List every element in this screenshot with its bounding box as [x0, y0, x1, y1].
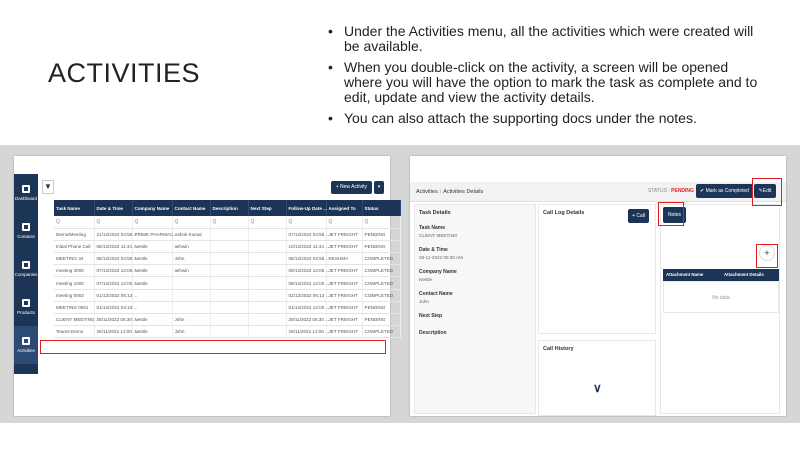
sidebar-item-label: Contacts [17, 234, 35, 239]
table-cell: 01/12/2022 05:13 ... [94, 289, 132, 301]
table-cell: John [172, 314, 210, 326]
table-cell: PENDING [362, 228, 400, 240]
table-cell: John [172, 253, 210, 265]
column-header[interactable]: Follow-Up Date ... [286, 200, 326, 216]
slide-title: ACTIVITIES [48, 58, 201, 88]
table-row[interactable] [54, 314, 400, 326]
field-next-step [415, 309, 535, 326]
table-cell: MEETING 0001 [54, 301, 94, 313]
table-cell [172, 277, 210, 289]
field-task-name [415, 221, 535, 243]
field-date-time [415, 243, 535, 265]
field-value [415, 338, 535, 343]
sidebar-item-activities[interactable] [14, 326, 38, 364]
table-cell: 08/12/2022 03:55 ... [286, 253, 326, 265]
table-cell: John [172, 326, 210, 338]
table-row[interactable] [54, 265, 400, 277]
table-cell [248, 253, 286, 265]
column-header[interactable]: Next Step [248, 200, 286, 216]
selected-row-highlight [40, 340, 386, 354]
table-cell [132, 301, 172, 313]
table-cell: Initial Phone Call [54, 240, 94, 252]
call-history-panel [538, 340, 656, 416]
activity-details-screenshot [410, 156, 786, 416]
table-cell: PRIME PHARMAC... [132, 228, 172, 240]
sidebar-item-label: Companies [14, 272, 38, 277]
table-cell [210, 301, 248, 313]
table-cell: Nestle [132, 277, 172, 289]
breadcrumb-activities-link[interactable]: Activities [416, 189, 438, 195]
field-value: John [419, 299, 429, 304]
table-cell [172, 301, 210, 313]
add-attachment-button[interactable]: + [759, 245, 775, 261]
column-filter-input[interactable]: Q [132, 216, 172, 228]
table-cell: 02/12/2022 06:13 ... [286, 289, 326, 301]
sidebar-item-companies[interactable] [14, 250, 38, 288]
table-cell: 07/12/2022 12:05 ... [94, 265, 132, 277]
check-circle-icon: ✔ [700, 188, 706, 194]
bullet-item: • When you double-click on the activity, a screen will be opened where you will have the option to mark the task as complete and to edit, update and view the activity details. [328, 60, 768, 105]
table-row[interactable] [54, 289, 400, 301]
notes-button-highlight [658, 202, 684, 226]
dashboard-icon [22, 185, 30, 193]
table-row[interactable] [54, 301, 400, 313]
table-cell: 07/12/2022 04:55 ... [286, 228, 326, 240]
table-cell [132, 289, 172, 301]
field-company-name [415, 265, 535, 287]
column-header[interactable]: Assigned To [326, 200, 362, 216]
table-cell [210, 277, 248, 289]
chevron-down-icon[interactable]: ∨ [593, 381, 602, 395]
status-display [648, 188, 694, 194]
field-contact-name [415, 287, 535, 309]
sidebar-item-label: Products [17, 310, 35, 315]
table-cell [248, 277, 286, 289]
table-cell: ashwin [172, 265, 210, 277]
table-row[interactable] [54, 277, 400, 289]
table-cell: meeting 3000 [54, 265, 94, 277]
table-cell: Teams-Demo [54, 326, 94, 338]
field-value: 28-11-2022 05:30 AM [419, 255, 463, 260]
table-cell: 01/12/2022 12:00 ... [286, 301, 326, 313]
call-log-title: Call Log Details [543, 210, 585, 216]
table-cell: JET FREIGHT [326, 228, 362, 240]
table-cell: COMPLETED [362, 253, 400, 265]
breadcrumb-current: Activities Details [443, 189, 484, 195]
table-cell: CLIENT MEETING [54, 314, 94, 326]
table-cell: Nestle [132, 253, 172, 265]
call-log-panel [538, 204, 656, 334]
table-cell: RESHMA [326, 253, 362, 265]
table-cell: JET FREIGHT [326, 265, 362, 277]
table-cell: Ashok Kumar [172, 228, 210, 240]
table-cell: PENDING [362, 240, 400, 252]
table-cell: PENDING [362, 314, 400, 326]
table-cell: 09/12/2022 12:05 ... [286, 265, 326, 277]
notes-tab-button[interactable]: Notes [663, 207, 686, 223]
column-header[interactable]: Description [210, 200, 248, 216]
edit-label: Edit [762, 188, 772, 194]
bullet-list [328, 24, 768, 132]
table-cell: COMPLETED [362, 277, 400, 289]
filter-icon[interactable]: ▼ [42, 180, 54, 194]
mark-as-completed-button[interactable] [696, 184, 753, 198]
add-attachment-highlight [756, 244, 778, 268]
task-details-title: Task Details [419, 210, 451, 216]
table-cell: PENDING [362, 301, 400, 313]
field-label: Contact Name [419, 291, 453, 297]
field-label: Date & Time [419, 247, 448, 253]
table-cell: 07/12/2022 12:00 ... [94, 277, 132, 289]
task-details-panel [414, 204, 536, 414]
breadcrumb [416, 189, 483, 195]
field-label: Task Name [419, 225, 446, 231]
table-cell [248, 265, 286, 277]
table-cell: ashwin [172, 240, 210, 252]
table-cell: Nestle [132, 240, 172, 252]
mark-as-completed-label: Mark as Completed [705, 188, 749, 194]
table-cell: 01/12/2022 04:10 ... [94, 301, 132, 313]
table-cell: Nestle [132, 265, 172, 277]
table-cell: JET FREIGHT [326, 289, 362, 301]
table-cell: 08/12/2022 11:44 ... [94, 240, 132, 252]
column-filter-input[interactable]: Q [248, 216, 286, 228]
new-activity-button[interactable]: + New Activity [331, 181, 372, 194]
table-cell: JET FREIGHT [326, 240, 362, 252]
table-cell: meeting 1000 [54, 277, 94, 289]
table-row[interactable] [54, 240, 400, 252]
table-cell: meeting 0002 [54, 289, 94, 301]
field-value: Nestle [419, 277, 433, 282]
field-label: Next Step [419, 313, 443, 319]
table-cell: 10/12/2022 11:44 ... [286, 240, 326, 252]
table-row[interactable] [54, 326, 400, 338]
table-cell: 08/12/2022 04:55 ... [94, 253, 132, 265]
notes-panel [660, 204, 780, 414]
new-activity-dropdown-button[interactable]: ▾ [374, 181, 384, 194]
table-cell [210, 289, 248, 301]
table-cell: COMPLETED [362, 289, 400, 301]
sidebar-item-dashboard[interactable] [14, 174, 38, 212]
attachment-table-header [663, 269, 779, 281]
table-cell: JET FREIGHT [326, 314, 362, 326]
table-row[interactable] [54, 228, 400, 240]
table-cell [248, 228, 286, 240]
contacts-icon [22, 223, 30, 231]
column-header[interactable]: Company Name [132, 200, 172, 216]
table-cell [248, 289, 286, 301]
details-header [410, 182, 786, 202]
column-header[interactable]: Date & Time [94, 200, 132, 216]
status-badge: PENDING [671, 188, 694, 194]
table-cell: COMPLETED [362, 265, 400, 277]
column-header[interactable]: Status [362, 200, 400, 216]
sidebar-item-products[interactable] [14, 288, 38, 326]
add-call-button[interactable]: + Call [628, 209, 649, 223]
edit-icon: ✎ [758, 188, 763, 194]
table-cell: 28/11/2022 05:30 ... [94, 314, 132, 326]
table-row[interactable] [54, 253, 400, 265]
table-cell [210, 314, 248, 326]
table-cell: Nestle [132, 314, 172, 326]
table-cell: JET FREIGHT [326, 326, 362, 338]
call-history-title: Call History [543, 346, 574, 352]
column-filter-input[interactable]: Q [286, 216, 326, 228]
table-cell: Nestle [132, 326, 172, 338]
table-cell [248, 301, 286, 313]
status-label: STATUS : [648, 188, 670, 194]
activities-list-screenshot [14, 156, 394, 416]
table-cell [210, 228, 248, 240]
field-label: Description [419, 330, 447, 336]
table-cell [172, 289, 210, 301]
column-header[interactable]: Attachment Name [666, 272, 704, 277]
field-value: CLIENT MEETING [419, 233, 458, 238]
table-cell: MEETING 34 [54, 253, 94, 265]
table-cell: JET FREIGHT [326, 301, 362, 313]
table-cell [210, 240, 248, 252]
column-filter-input[interactable]: Q [326, 216, 362, 228]
table-cell [248, 314, 286, 326]
products-icon [22, 299, 30, 307]
table-body [54, 216, 400, 338]
column-filter-input[interactable]: Q [172, 216, 210, 228]
table-cell: 29/11/2022 12:00 ... [286, 326, 326, 338]
column-filter-input[interactable]: Q [210, 216, 248, 228]
column-filter-input[interactable]: Q [94, 216, 132, 228]
sidebar-item-contacts[interactable] [14, 212, 38, 250]
toolbar [38, 174, 390, 200]
sidebar-item-label: Dashboard [14, 196, 37, 201]
column-header[interactable]: Contact Name [172, 200, 210, 216]
table-cell [248, 240, 286, 252]
table-cell: 28/11/2022 12:00 ... [94, 326, 132, 338]
attachment-empty-state: No data [663, 281, 779, 313]
table-cell: 29/11/2022 05:30 ... [286, 314, 326, 326]
bullet-item: • You can also attach the supporting docs under the notes. [328, 111, 768, 126]
field-label: Company Name [419, 269, 457, 275]
column-header[interactable]: Task Name [54, 200, 94, 216]
field-description [415, 326, 535, 343]
table-cell [248, 326, 286, 338]
breadcrumb-separator: / [439, 189, 442, 195]
table-cell: 21/12/2022 04:55 ... [94, 228, 132, 240]
table-cell: COMPLETED [362, 326, 400, 338]
column-filter-input[interactable]: Q [362, 216, 400, 228]
table-cell: JET FREIGHT [326, 277, 362, 289]
column-filter-input[interactable]: Q [54, 216, 94, 228]
edit-button-highlight [752, 178, 782, 206]
sidebar-item-label: Activities [17, 348, 35, 353]
table-cell: 08/12/2022 12:00 ... [286, 277, 326, 289]
table-header-row [54, 200, 400, 216]
bullet-item: • Under the Activities menu, all the activities which were created will be available. [328, 24, 768, 54]
filter-row [54, 216, 400, 228]
table-cell [210, 326, 248, 338]
sidebar [14, 174, 38, 374]
companies-icon [22, 261, 30, 269]
table-cell [210, 253, 248, 265]
activities-icon [22, 337, 30, 345]
table-cell: Demo/Meeting [54, 228, 94, 240]
column-header[interactable]: Attachment Details [724, 272, 764, 277]
table-cell [210, 265, 248, 277]
activities-table [54, 200, 401, 338]
